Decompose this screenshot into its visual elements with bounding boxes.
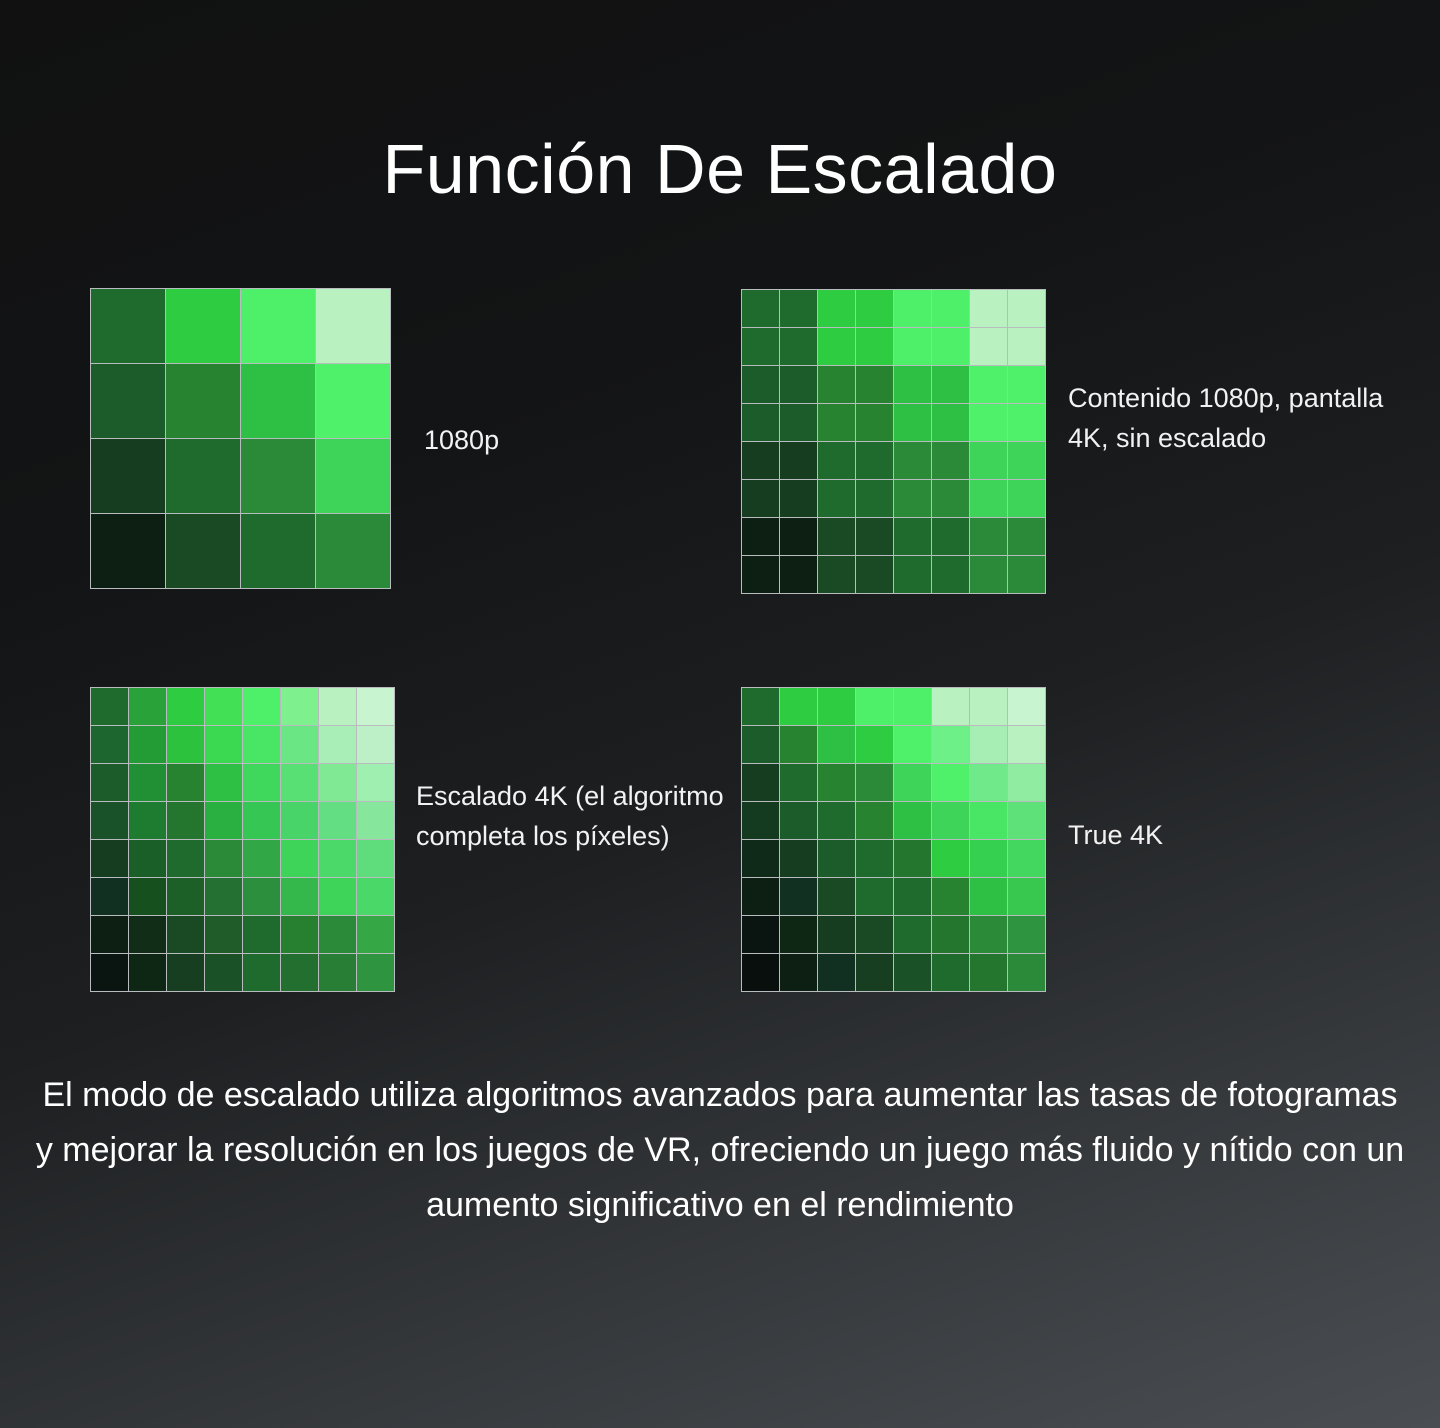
pixel-cell [970, 328, 1007, 365]
pixel-cell [281, 688, 318, 725]
pixel-cell [780, 802, 817, 839]
pixel-cell [932, 916, 969, 953]
pixel-cell [319, 954, 356, 991]
pixel-cell [856, 442, 893, 479]
pixel-cell [970, 764, 1007, 801]
pixel-cell [818, 878, 855, 915]
pixel-cell [91, 916, 128, 953]
pixel-cell [970, 480, 1007, 517]
pixel-cell [970, 404, 1007, 441]
pixel-cell [1008, 442, 1045, 479]
pixel-cell [1008, 726, 1045, 763]
pixel-cell [932, 878, 969, 915]
pixel-cell [91, 364, 165, 438]
pixel-cell [780, 480, 817, 517]
panel-1080p [90, 288, 391, 589]
pixel-cell [91, 840, 128, 877]
pixel-cell [970, 726, 1007, 763]
pixel-cell [780, 518, 817, 555]
pixel-cell [818, 802, 855, 839]
pixel-cell [894, 518, 931, 555]
pixel-cell [167, 916, 204, 953]
pixel-cell [243, 726, 280, 763]
pixel-cell [129, 840, 166, 877]
page-title: Función De Escalado [382, 129, 1058, 208]
pixel-cell [780, 442, 817, 479]
pixel-cell [319, 802, 356, 839]
pixel-cell [894, 916, 931, 953]
pixel-cell [894, 556, 931, 593]
pixel-cell [742, 366, 779, 403]
pixel-cell [316, 439, 390, 513]
true-4k-grid [741, 687, 1046, 992]
pixel-cell [894, 726, 931, 763]
pixel-cell [932, 726, 969, 763]
pixel-cell [742, 404, 779, 441]
pixel-cell [243, 802, 280, 839]
pixel-cell [1008, 404, 1045, 441]
pixel-cell [742, 442, 779, 479]
pixel-cell [856, 328, 893, 365]
pixel-cell [970, 688, 1007, 725]
pixel-cell [91, 439, 165, 513]
pixel-cell [319, 878, 356, 915]
pixel-cell [856, 726, 893, 763]
pixel-cell [166, 289, 240, 363]
pixel-cell [91, 726, 128, 763]
pixel-cell [742, 878, 779, 915]
pixel-cell [281, 916, 318, 953]
pixel-cell [932, 802, 969, 839]
pixel-cell [357, 954, 394, 991]
pixel-cell [205, 916, 242, 953]
pixel-cell [818, 840, 855, 877]
pixel-cell [856, 916, 893, 953]
pixel-cell [970, 802, 1007, 839]
pixel-cell [357, 878, 394, 915]
pixel-cell [932, 366, 969, 403]
pixel-cell [894, 480, 931, 517]
pixel-cell [91, 764, 128, 801]
pixel-cell [856, 840, 893, 877]
pixel-cell [780, 366, 817, 403]
pixel-cell [205, 840, 242, 877]
pixel-cell [742, 518, 779, 555]
pixel-cell [818, 480, 855, 517]
pixel-cell [243, 840, 280, 877]
upscaled-4k-grid [90, 687, 395, 992]
footer-description: El modo de escalado utiliza algoritmos avanzados para aumentar las tasas de fotogramas y mejorar la resolución en los juegos de VR, ofreciendo un juego más fluido y nítido con un aumento significativo en el rendimiento [35, 1076, 1405, 1224]
pixel-cell [932, 404, 969, 441]
pixel-cell [167, 726, 204, 763]
pixel-cell [357, 840, 394, 877]
pixel-cell [780, 404, 817, 441]
pixel-cell [1008, 328, 1045, 365]
pixel-cell [932, 556, 969, 593]
pixel-cell [205, 688, 242, 725]
pixel-cell [1008, 840, 1045, 877]
pixel-cell [932, 518, 969, 555]
pixel-cell [780, 764, 817, 801]
pixel-cell [316, 364, 390, 438]
pixel-cell [818, 442, 855, 479]
pixel-cell [970, 916, 1007, 953]
pixel-cell [91, 514, 165, 588]
caption-true-4k: True 4K [1068, 820, 1164, 850]
pixel-cell [818, 556, 855, 593]
pixel-cell [970, 840, 1007, 877]
pixel-cell [894, 764, 931, 801]
pixel-cell [357, 688, 394, 725]
pixel-cell [780, 688, 817, 725]
panel-true-4k [741, 687, 1046, 992]
pixel-cell [856, 366, 893, 403]
pixel-cell [357, 802, 394, 839]
pixel-cell [281, 954, 318, 991]
pixel-cell [856, 688, 893, 725]
pixel-cell [1008, 518, 1045, 555]
pixel-cell [167, 764, 204, 801]
pixel-cell [818, 366, 855, 403]
pixel-cell [129, 916, 166, 953]
pixel-cell [357, 726, 394, 763]
pixel-cell [894, 366, 931, 403]
pixel-cell [742, 688, 779, 725]
pixel-cell [742, 556, 779, 593]
pixel-cell [167, 840, 204, 877]
pixel-cell [856, 878, 893, 915]
pixel-cell [856, 954, 893, 991]
pixel-cell [1008, 556, 1045, 593]
pixel-cell [856, 556, 893, 593]
pixel-cell [818, 764, 855, 801]
pixel-cell [241, 289, 315, 363]
caption-no-upscale: Contenido 1080p, pantalla 4K, sin escalado [1068, 383, 1384, 453]
pixel-cell [205, 878, 242, 915]
panel-no-upscale [741, 289, 1046, 594]
pixel-cell [894, 328, 931, 365]
pixel-cell [780, 878, 817, 915]
pixel-cell [357, 764, 394, 801]
pixel-cell [780, 726, 817, 763]
pixel-cell [205, 726, 242, 763]
caption-1080p: 1080p [424, 425, 500, 455]
pixel-cell [319, 688, 356, 725]
pixel-cell [316, 514, 390, 588]
pixel-cell [167, 688, 204, 725]
pixel-cell [281, 802, 318, 839]
pixel-cell [932, 328, 969, 365]
pixel-cell [319, 916, 356, 953]
pixel-cell [281, 764, 318, 801]
pixel-cell [970, 366, 1007, 403]
pixel-cell [894, 442, 931, 479]
pixel-cell [818, 328, 855, 365]
pixel-cell [129, 764, 166, 801]
pixel-cell [205, 954, 242, 991]
pixel-cell [970, 556, 1007, 593]
pixel-cell [780, 290, 817, 327]
pixel-cell [818, 954, 855, 991]
pixel-cell [1008, 480, 1045, 517]
pixel-cell [1008, 878, 1045, 915]
pixel-cell [932, 688, 969, 725]
pixel-cell [970, 442, 1007, 479]
pixel-cell [742, 290, 779, 327]
pixel-cell [742, 954, 779, 991]
pixel-cell [129, 802, 166, 839]
pixel-cell [91, 802, 128, 839]
pixel-cell [129, 954, 166, 991]
pixel-cell [243, 878, 280, 915]
pixel-cell [856, 802, 893, 839]
pixel-cell [932, 840, 969, 877]
pixel-cell [742, 328, 779, 365]
pixel-cell [205, 764, 242, 801]
pixel-cell [856, 480, 893, 517]
pixel-cell [1008, 366, 1045, 403]
pixel-cell [856, 290, 893, 327]
pixel-cell [91, 289, 165, 363]
pixel-cell [780, 916, 817, 953]
pixel-cell [856, 404, 893, 441]
pixel-cell [856, 518, 893, 555]
pixel-cell [319, 726, 356, 763]
pixel-cell [894, 878, 931, 915]
pixel-cell [1008, 764, 1045, 801]
pixel-cell [241, 364, 315, 438]
pixel-cell [932, 764, 969, 801]
pixel-cell [281, 878, 318, 915]
pixel-cell [167, 954, 204, 991]
pixel-cell [281, 726, 318, 763]
pixel-cell [780, 556, 817, 593]
pixel-cell [780, 840, 817, 877]
pixel-cell [932, 954, 969, 991]
pixel-cell [856, 764, 893, 801]
pixel-cell [742, 916, 779, 953]
caption-upscaled: Escalado 4K (el algoritmo completa los píxeles) [416, 781, 724, 851]
pixel-cell [166, 514, 240, 588]
pixel-cell [970, 518, 1007, 555]
pixel-cell [205, 802, 242, 839]
pixel-cell [1008, 290, 1045, 327]
pixel-cell [357, 916, 394, 953]
pixel-cell [281, 840, 318, 877]
pixel-cell [894, 688, 931, 725]
1080p-on-4k-no-upscale-grid [741, 289, 1046, 594]
pixel-cell [243, 688, 280, 725]
pixel-cell [166, 439, 240, 513]
pixel-cell [742, 726, 779, 763]
pixel-cell [243, 954, 280, 991]
pixel-cell [818, 726, 855, 763]
panel-upscaled [90, 687, 395, 992]
pixel-cell [243, 916, 280, 953]
pixel-cell [91, 878, 128, 915]
pixel-cell [818, 916, 855, 953]
pixel-cell [1008, 688, 1045, 725]
pixel-cell [241, 514, 315, 588]
pixel-cell [894, 802, 931, 839]
pixel-cell [932, 290, 969, 327]
pixel-cell [818, 290, 855, 327]
pixel-cell [1008, 954, 1045, 991]
pixel-cell [780, 328, 817, 365]
pixel-cell [894, 290, 931, 327]
pixel-cell [319, 840, 356, 877]
pixel-cell [932, 480, 969, 517]
pixel-cell [742, 480, 779, 517]
pixel-cell [316, 289, 390, 363]
pixel-cell [894, 840, 931, 877]
pixel-cell [1008, 916, 1045, 953]
pixel-cell [91, 954, 128, 991]
pixel-cell [818, 518, 855, 555]
pixel-cell [818, 404, 855, 441]
pixel-cell [241, 439, 315, 513]
pixel-cell [970, 290, 1007, 327]
pixel-cell [91, 688, 128, 725]
pixel-cell [780, 954, 817, 991]
1080p-grid [90, 288, 391, 589]
pixel-cell [243, 764, 280, 801]
pixel-cell [167, 802, 204, 839]
pixel-cell [894, 404, 931, 441]
pixel-cell [970, 954, 1007, 991]
pixel-cell [319, 764, 356, 801]
pixel-cell [894, 954, 931, 991]
pixel-cell [970, 878, 1007, 915]
pixel-cell [129, 726, 166, 763]
pixel-cell [129, 688, 166, 725]
pixel-cell [818, 688, 855, 725]
pixel-cell [166, 364, 240, 438]
pixel-cell [1008, 802, 1045, 839]
pixel-cell [129, 878, 166, 915]
pixel-cell [932, 442, 969, 479]
pixel-cell [167, 878, 204, 915]
